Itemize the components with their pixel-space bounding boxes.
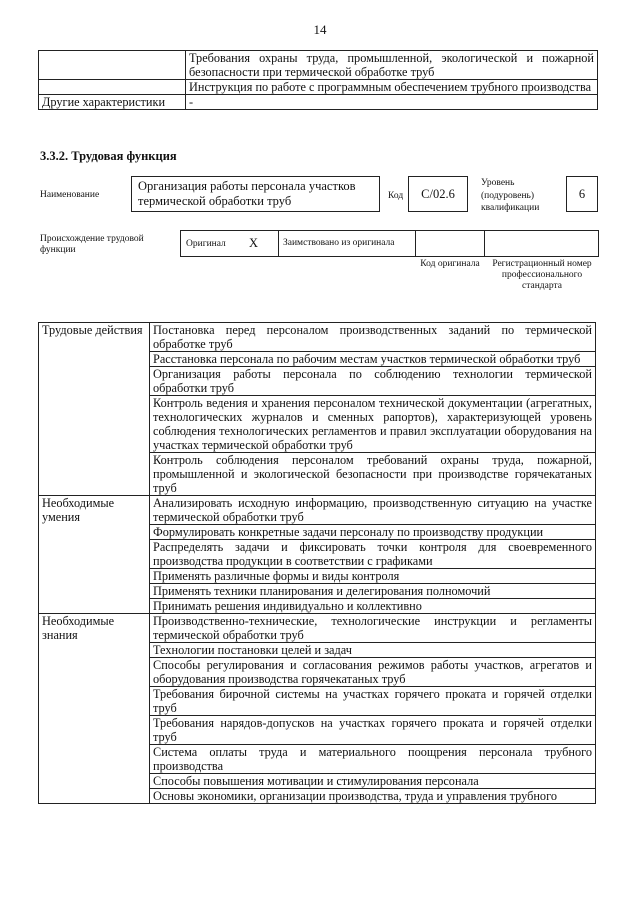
table-row (39, 95, 598, 110)
table-row (39, 323, 596, 352)
list-item: Требования бирочной системы на участках горячего проката и горячей отделки труб (150, 687, 596, 716)
group-label: Необходимые знания (39, 614, 150, 804)
list-item: Основы экономики, организации производства, труда и управления трубного (150, 789, 596, 804)
list-item: Применять различные формы и виды контроля (150, 569, 596, 584)
table-cell-label (39, 51, 186, 80)
list-item: Постановка перед персоналом производственных заданий по термической обработке труб (150, 323, 596, 352)
function-name-value: Организация работы персонала участков термической обработки труб (131, 176, 380, 212)
origin-label: Происхождение трудовой функции (40, 234, 144, 255)
table-cell-value: - (186, 95, 598, 110)
list-item: Расстановка персонала по рабочим местам участков термической обработки труб (150, 352, 596, 367)
list-item: Организация работы персонала по соблюдению технологии термической обработки труб (150, 367, 596, 396)
origin-code-cell (415, 230, 485, 257)
list-item: Способы повышения мотивации и стимулирования персонала (150, 774, 596, 789)
table-row (39, 51, 598, 80)
name-label: Наименование (40, 190, 100, 200)
table-cell-label: Другие характеристики (39, 95, 186, 110)
reg-caption: Регистрационный номер профессионального стандарта (492, 259, 592, 291)
list-item: Контроль ведения и хранения персоналом технической документации (агрегатных, технологических журналов и сменных рапортов), характеризующей уровень соблюдения технологических регламентов и правил эксплуатации оборудования на участках термической обработки труб (150, 396, 596, 453)
group-label: Необходимые умения (39, 496, 150, 614)
original-mark: X (249, 236, 259, 250)
table-cell-value: Инструкция по работе с программным обеспечением трубного производства (186, 80, 598, 95)
top-table (38, 50, 598, 110)
list-item: Способы регулирования и согласования режимов работы участков, агрегатов и оборудования производства горячекатаных труб (150, 658, 596, 687)
borrowed-label: Заимствовано из оригинала (283, 238, 395, 248)
table-cell-label (39, 80, 186, 95)
level-value: 6 (566, 176, 598, 212)
list-item: Анализировать исходную информацию, производственную ситуацию на участке термической обработки труб (150, 496, 596, 525)
labor-function-table (38, 322, 596, 804)
list-item: Система оплаты труда и материального поощрения персонала трубного производства (150, 745, 596, 774)
section-title: 3.3.2. Трудовая функция (40, 149, 177, 163)
table-cell-value: Требования охраны труда, промышленной, экологической и пожарной безопасности при термической обработке труб (186, 51, 598, 80)
code-caption: Код оригинала (420, 259, 480, 269)
list-item: Требования нарядов-допусков на участках горячего проката и горячей отделки труб (150, 716, 596, 745)
table-row (39, 496, 596, 525)
group-label: Трудовые действия (39, 323, 150, 496)
list-item: Производственно-технические, технологические инструкции и регламенты термической обработки труб (150, 614, 596, 643)
function-code-value: C/02.6 (408, 176, 468, 212)
original-label: Оригинал (186, 239, 226, 249)
list-item: Принимать решения индивидуально и коллективно (150, 599, 596, 614)
table-row (39, 80, 598, 95)
level-label: Уровень (подуровень) квалификации (481, 178, 540, 213)
list-item: Контроль соблюдения персоналом требований охраны труда, пожарной, промышленной и экологической безопасности при производстве горячекатаных труб (150, 453, 596, 496)
table-row (39, 614, 596, 643)
list-item: Технологии постановки целей и задач (150, 643, 596, 658)
origin-reg-cell (484, 230, 599, 257)
code-label: Код (388, 191, 404, 201)
list-item: Формулировать конкретные задачи персоналу по производству продукции (150, 525, 596, 540)
list-item: Распределять задачи и фиксировать точки контроля для своевременного производства продукции в соответствии с графиками (150, 540, 596, 569)
page-number: 14 (313, 22, 327, 37)
origin-borrowed-cell (278, 230, 416, 257)
list-item: Применять техники планирования и делегирования полномочий (150, 584, 596, 599)
origin-original-cell (180, 230, 279, 257)
